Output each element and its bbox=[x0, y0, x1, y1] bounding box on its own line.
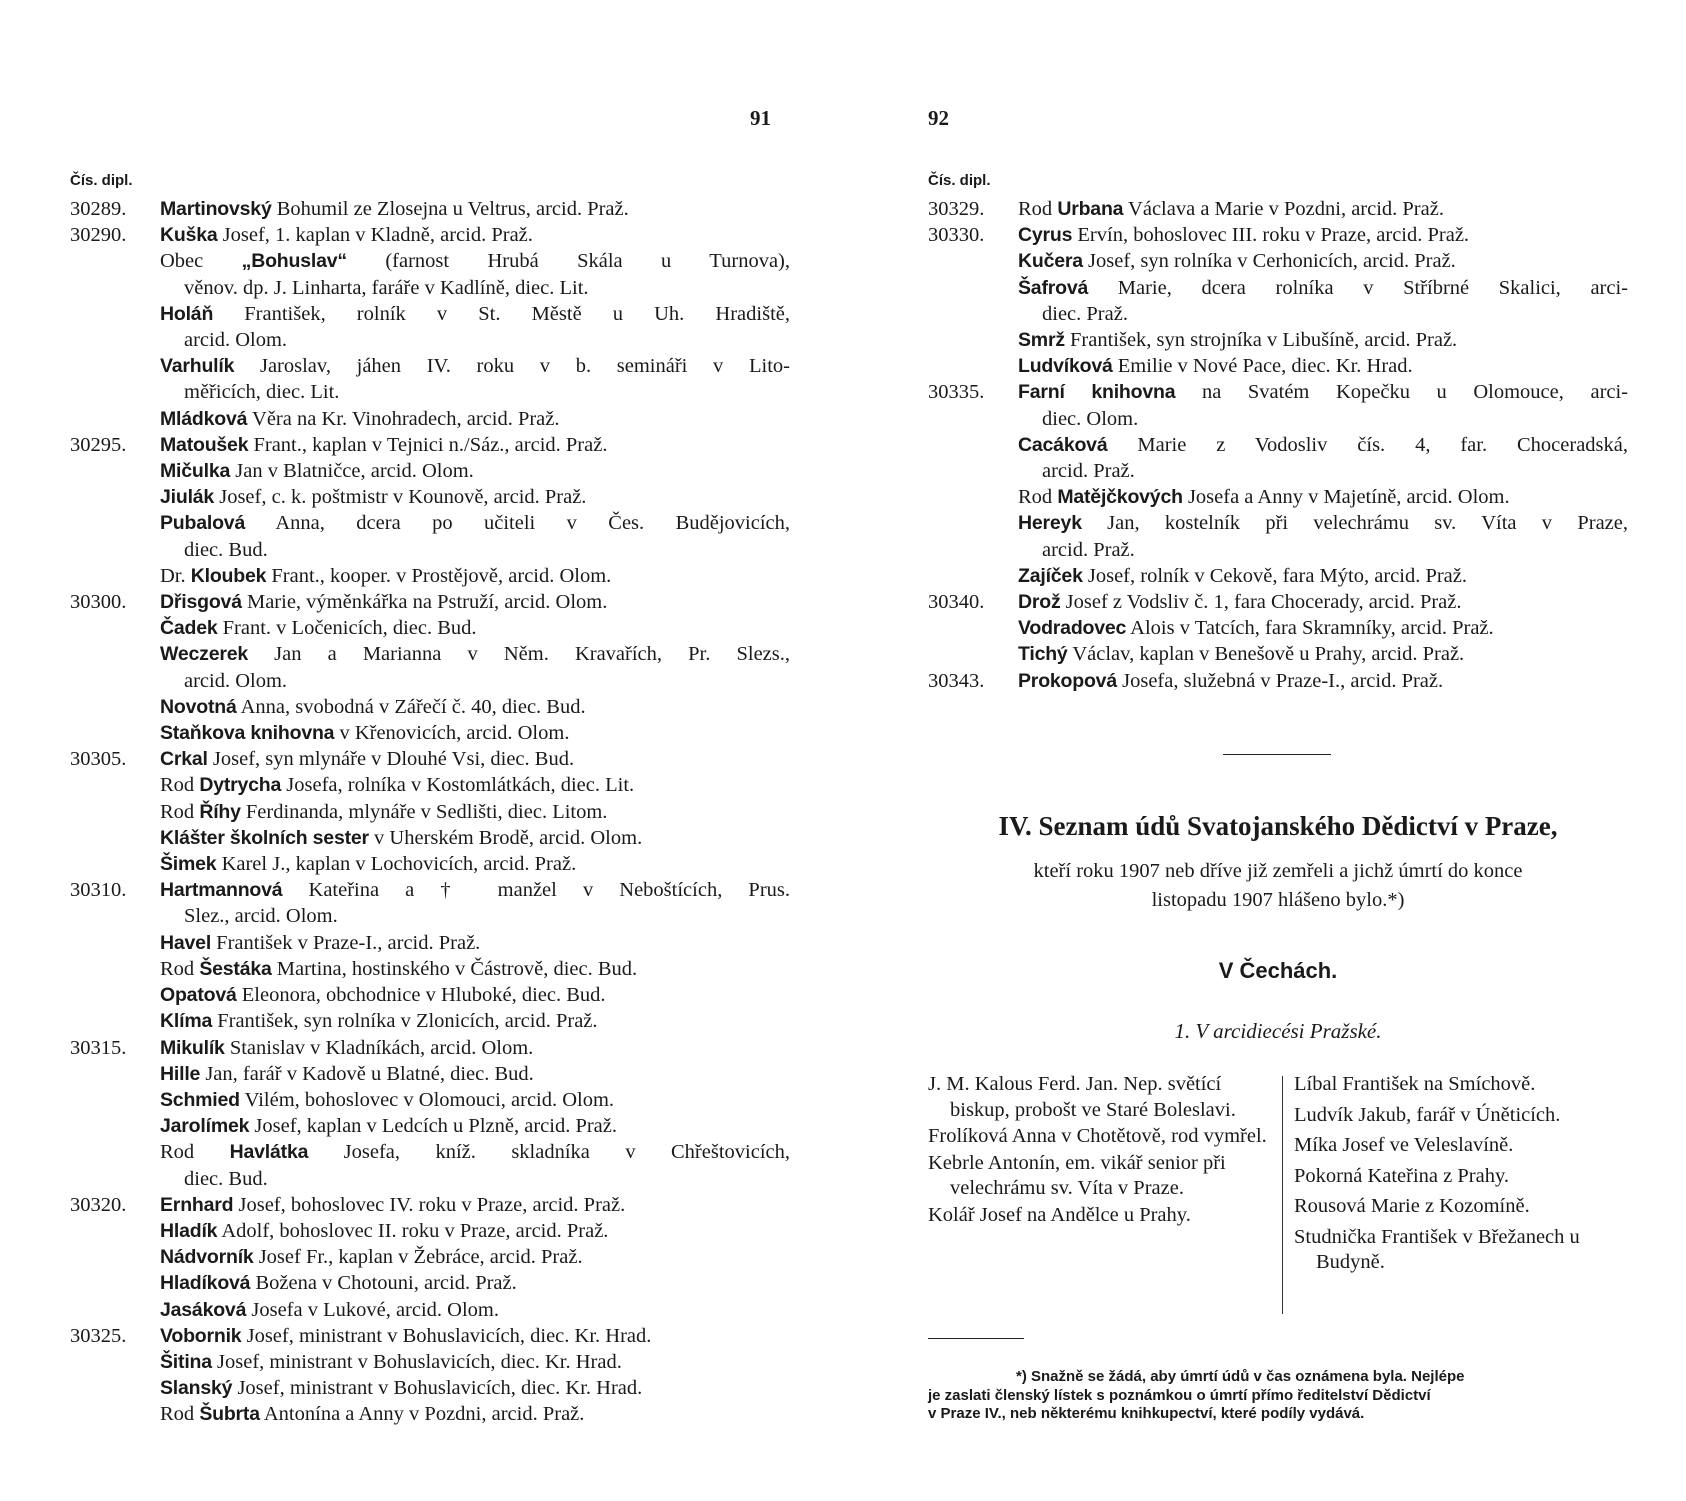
entry-line bbox=[160, 694, 790, 720]
entry-text: Rod bbox=[1018, 198, 1058, 220]
register-entry bbox=[70, 1244, 790, 1270]
entry-number: 30310. bbox=[70, 879, 127, 902]
member-name: Cacáková bbox=[1018, 433, 1108, 456]
entry-number: 30320. bbox=[70, 1193, 127, 1216]
entry-text: Jan, kostelník při velechrámu sv. Víta v Praze, bbox=[1081, 512, 1628, 535]
entry-line bbox=[160, 1113, 790, 1139]
register-entry bbox=[70, 353, 790, 405]
member-name: Hladíková bbox=[160, 1272, 251, 1295]
member-name: Šestáka bbox=[199, 957, 272, 980]
register-entry bbox=[70, 1218, 790, 1244]
entry-text: Josef z Vodsliv č. 1, fara Chocerady, arcid. Praž. bbox=[1060, 591, 1462, 614]
member-name: Kuška bbox=[160, 224, 218, 247]
member-name: Klášter školních sester bbox=[160, 826, 369, 849]
entry-text: Rod bbox=[160, 774, 200, 797]
register-entry bbox=[928, 248, 1628, 274]
deceased-entry: Pokorná Kateřina z Prahy. bbox=[1294, 1164, 1509, 1187]
entry-text: diec. Olom. bbox=[1042, 407, 1139, 430]
section-divider bbox=[1223, 754, 1331, 755]
entry-text: Eleonora, obchodnice v Hluboké, diec. Bud. bbox=[236, 984, 606, 1007]
member-name: Vobornik bbox=[160, 1324, 242, 1347]
subheading-line: kteří roku 1907 neb dříve již zemřeli a jichž úmrtí do konce bbox=[1033, 860, 1523, 882]
entry-number: 30330. bbox=[928, 224, 985, 247]
entry-line bbox=[160, 458, 790, 484]
entry-text: František v Praze-I., arcid. Praž. bbox=[211, 931, 481, 954]
entry-line bbox=[160, 484, 790, 510]
entry-line bbox=[160, 825, 790, 851]
register-entry bbox=[928, 222, 1628, 248]
entry-line bbox=[160, 301, 790, 327]
member-name: Mičulka bbox=[160, 460, 231, 483]
entry-text: Josef, syn mlynáře v Dlouhé Vsi, diec. Bud. bbox=[207, 748, 575, 771]
member-name: Jasáková bbox=[160, 1298, 247, 1321]
member-name: Prokopová bbox=[1018, 669, 1117, 692]
entry-line bbox=[160, 720, 790, 746]
entry-number: 30300. bbox=[70, 591, 127, 614]
footnote bbox=[928, 1368, 1628, 1424]
entry-text: v Křenovicích, arcid. Olom. bbox=[334, 722, 570, 745]
member-name: Klíma bbox=[160, 1010, 213, 1033]
register-entry bbox=[70, 458, 790, 484]
member-name: Novotná bbox=[160, 695, 237, 718]
member-name: Opatová bbox=[160, 984, 237, 1007]
register-entry bbox=[928, 353, 1628, 379]
entry-number: 30295. bbox=[70, 433, 127, 456]
member-name: Hille bbox=[160, 1062, 201, 1085]
entry-text: Rod bbox=[1018, 486, 1058, 509]
member-name: Kučera bbox=[1018, 250, 1083, 273]
member-name: Ernhard bbox=[160, 1193, 234, 1216]
entry-text: František, syn strojníka v Libušíně, arcid. Praž. bbox=[1064, 329, 1458, 352]
member-name: Mládková bbox=[160, 407, 248, 430]
register-entry bbox=[70, 1270, 790, 1296]
register-entry bbox=[928, 641, 1628, 667]
member-name: Mikulík bbox=[160, 1036, 225, 1059]
entry-line bbox=[160, 799, 790, 825]
register-entry bbox=[70, 406, 790, 432]
entry-text: v Uherském Brodě, arcid. Olom. bbox=[368, 826, 643, 849]
entry-text: arcid. Olom. bbox=[184, 669, 288, 692]
entry-line bbox=[1018, 615, 1628, 641]
register-entry bbox=[70, 1375, 790, 1401]
entry-line bbox=[160, 1401, 790, 1427]
deceased-entry: Kebrle Antonín, em. vikář senior při velechrámu sv. Víta v Praze. bbox=[928, 1151, 1226, 1199]
entry-line bbox=[160, 1139, 790, 1165]
entry-line bbox=[1018, 406, 1628, 432]
entry-text: Frant., kaplan v Tejnici n./Sáz., arcid. Praž. bbox=[248, 433, 608, 456]
entry-line bbox=[160, 668, 790, 694]
member-name: Urbana bbox=[1057, 198, 1124, 220]
entry-text: Josefa, služebná v Praze-I., arcid. Praž. bbox=[1116, 669, 1444, 692]
register-entry bbox=[70, 222, 790, 248]
entry-text: Rod bbox=[160, 1141, 230, 1164]
entry-line bbox=[160, 1035, 790, 1061]
member-name: Pubalová bbox=[160, 512, 246, 535]
entry-text: Václav, kaplan v Benešově u Prahy, arcid. Praž. bbox=[1067, 643, 1465, 666]
register-entry bbox=[70, 930, 790, 956]
entry-line bbox=[160, 903, 790, 929]
entry-text: Josef, ministrant v Bohuslavicích, diec. Kr. Hrad. bbox=[211, 1350, 622, 1373]
entry-text: Emilie v Nové Pace, diec. Kr. Hrad. bbox=[1112, 355, 1413, 378]
entry-number: 30305. bbox=[70, 748, 127, 771]
entry-text: Josef Fr., kaplan v Žebráce, arcid. Praž. bbox=[253, 1246, 583, 1269]
register-entry bbox=[70, 746, 790, 772]
entry-line bbox=[160, 1297, 790, 1323]
member-name: Jiulák bbox=[160, 486, 215, 509]
entry-text: Vilém, bohoslovec v Olomouci, arcid. Olom. bbox=[239, 1088, 615, 1111]
entry-line bbox=[1018, 668, 1628, 694]
member-name: Šubrta bbox=[199, 1403, 260, 1426]
entry-text: Anna, svobodná v Zářečí č. 40, diec. Bud. bbox=[236, 695, 586, 718]
entry-text: Jan v Blatničce, arcid. Olom. bbox=[230, 460, 474, 483]
entry-line bbox=[160, 1192, 790, 1218]
entry-text: Jan a Marianna v Něm. Kravařích, Pr. Slezs., bbox=[248, 643, 790, 666]
member-name: Zajíček bbox=[1018, 564, 1083, 587]
entry-line bbox=[1018, 327, 1628, 353]
page-number: 92 bbox=[928, 106, 949, 130]
entry-text: Ervín, bohoslovec III. roku v Praze, arcid. Praž. bbox=[1072, 224, 1470, 247]
member-name: Crkal bbox=[160, 748, 208, 771]
region-heading: V Čechách. bbox=[1218, 958, 1338, 983]
entry-text: Antonína a Anny v Pozdni, arcid. Praž. bbox=[259, 1403, 585, 1426]
entry-line bbox=[160, 275, 790, 301]
column-divider bbox=[1282, 1076, 1283, 1314]
footnote-line: je zaslati členský lístek s poznámkou o úmrtí přímo ředitelství Dědictví bbox=[928, 1386, 1431, 1404]
entry-text: Bohumil ze Zlosejna u Veltrus, arcid. Praž. bbox=[271, 198, 629, 220]
register-entry bbox=[70, 248, 790, 300]
entry-text: Slez., arcid. Olom. bbox=[184, 905, 338, 928]
member-name: Dřisgová bbox=[160, 591, 242, 614]
register-entry bbox=[928, 589, 1628, 615]
member-name: Varhulík bbox=[160, 355, 235, 378]
member-name: Matějčkových bbox=[1057, 486, 1183, 509]
entry-text: Frant. v Ločenicích, diec. Bud. bbox=[217, 617, 477, 640]
member-name: Kloubek bbox=[190, 564, 267, 587]
member-name: Hladík bbox=[160, 1219, 218, 1242]
register-entry bbox=[70, 615, 790, 641]
entry-line bbox=[160, 956, 790, 982]
entry-text: Ferdinanda, mlynáře v Sedlišti, diec. Litom. bbox=[240, 800, 608, 823]
register-entry bbox=[928, 275, 1628, 327]
register-entry bbox=[70, 1035, 790, 1061]
register-entry bbox=[928, 196, 1628, 222]
subheading-line: listopadu 1907 hlášeno bylo.*) bbox=[1151, 889, 1405, 911]
register-entry bbox=[70, 510, 790, 562]
entry-line bbox=[160, 379, 790, 405]
entry-text: Josefa, rolníka v Kostomlátkách, diec. Lit. bbox=[281, 774, 635, 797]
member-name: Čadek bbox=[160, 617, 218, 640]
entry-text: Jaroslav, jáhen IV. roku v b. semináři v Lito- bbox=[234, 355, 790, 378]
entry-line bbox=[160, 851, 790, 877]
entry-line bbox=[160, 537, 790, 563]
diocese-heading: 1. V arcidiecési Pražské. bbox=[1174, 1019, 1382, 1043]
entry-line bbox=[160, 772, 790, 798]
deceased-entry: J. M. Kalous Ferd. Jan. Nep. světící biskup, probošt ve Staré Boleslavi. bbox=[928, 1073, 1236, 1121]
member-name: Šafrová bbox=[1018, 276, 1089, 299]
entry-text: diec. Bud. bbox=[184, 538, 268, 561]
entry-text: Josef, rolník v Cekově, fara Mýto, arcid. Praž. bbox=[1082, 564, 1467, 587]
entry-text: Josefa v Lukové, arcid. Olom. bbox=[246, 1298, 500, 1321]
register-entry bbox=[928, 510, 1628, 562]
member-name: Weczerek bbox=[160, 643, 249, 666]
deceased-entry: Studnička František v Břežanech u Budyně. bbox=[1294, 1225, 1580, 1273]
entry-line bbox=[1018, 510, 1628, 536]
entry-line bbox=[160, 877, 790, 903]
member-name: Staňkova knihovna bbox=[160, 722, 335, 745]
entry-text: Josef, kaplan v Ledcích u Plzně, arcid. Praž. bbox=[249, 1115, 617, 1138]
footnote-line: *) Snažně se žádá, aby úmrtí údů v čas oznámena byla. Nejlépe bbox=[1016, 1368, 1465, 1385]
entry-number: 30315. bbox=[70, 1036, 127, 1059]
entry-text: Martina, hostinského v Částrově, diec. Bud. bbox=[271, 957, 638, 980]
entry-text: Božena v Chotouni, arcid. Praž. bbox=[250, 1272, 517, 1295]
entry-line bbox=[160, 248, 790, 274]
entry-text: Josef, 1. kaplan v Kladně, arcid. Praž. bbox=[217, 224, 533, 247]
entry-number: 30340. bbox=[928, 591, 985, 614]
entry-text: Kateřina a † manžel v Neboštících, Prus. bbox=[282, 879, 790, 902]
register-entry bbox=[70, 432, 790, 458]
register-entry bbox=[70, 589, 790, 615]
entry-text: měřicích, diec. Lit. bbox=[184, 381, 340, 404]
register-entry bbox=[70, 196, 790, 222]
member-name: Jarolímek bbox=[160, 1115, 250, 1138]
entry-text: Karel J., kaplan v Lochovicích, arcid. Praž. bbox=[216, 853, 577, 876]
register-entry bbox=[70, 563, 790, 589]
member-name: Farní knihovna bbox=[1018, 381, 1176, 404]
entry-text: Josef, c. k. poštmistr v Kounově, arcid. Praž. bbox=[214, 486, 587, 509]
register-entry bbox=[928, 327, 1628, 353]
entry-line bbox=[160, 746, 790, 772]
register-entry bbox=[70, 877, 790, 929]
member-name: Hereyk bbox=[1018, 512, 1082, 535]
footnote-line: v Praze IV., neb některému knihkupectví, které podíly vydává. bbox=[928, 1405, 1365, 1422]
entry-number: 30290. bbox=[70, 224, 127, 247]
entry-text: Anna, dcera po učiteli v Čes. Budějovicích, bbox=[245, 512, 790, 535]
entry-line bbox=[160, 1270, 790, 1296]
entry-text: František, syn rolníka v Zlonicích, arcid. Praž. bbox=[212, 1010, 598, 1033]
entry-line bbox=[160, 222, 790, 248]
entry-text: Josef, ministrant v Bohuslavicích, diec. Kr. Hrad. bbox=[241, 1324, 652, 1347]
entry-text: Adolf, bohoslovec II. roku v Praze, arcid. Praž. bbox=[217, 1219, 609, 1242]
register-entry bbox=[928, 668, 1628, 694]
register-entry bbox=[70, 301, 790, 353]
entry-line bbox=[160, 1375, 790, 1401]
member-name: Matoušek bbox=[160, 433, 249, 456]
member-name: Nádvorník bbox=[160, 1246, 254, 1269]
entry-text: (farnost Hrubá Skála u Turnova), bbox=[346, 250, 790, 273]
entry-line bbox=[160, 641, 790, 667]
entry-line bbox=[160, 1061, 790, 1087]
member-name: Ludvíková bbox=[1018, 355, 1113, 378]
entry-line bbox=[160, 930, 790, 956]
entry-text: Josefa, kníž. skladníka v Chřeštovicích, bbox=[308, 1141, 790, 1164]
entry-line bbox=[1018, 301, 1628, 327]
entry-text: Jan, farář v Kadově u Blatné, diec. Bud. bbox=[200, 1062, 534, 1085]
entry-line bbox=[160, 1244, 790, 1270]
member-name: Schmied bbox=[160, 1088, 240, 1111]
register-entry bbox=[70, 799, 790, 825]
member-name: Drož bbox=[1018, 591, 1061, 614]
register-entry bbox=[70, 1297, 790, 1323]
entry-line bbox=[160, 353, 790, 379]
member-name: Tichý bbox=[1018, 643, 1068, 666]
entry-line bbox=[160, 589, 790, 615]
member-name: Havlátka bbox=[229, 1141, 309, 1164]
register-entry bbox=[70, 1139, 790, 1191]
column-label: Čís. dipl. bbox=[70, 172, 133, 189]
register-entry bbox=[70, 851, 790, 877]
entry-text: Věra na Kr. Vinohradech, arcid. Praž. bbox=[247, 407, 560, 430]
entry-line bbox=[1018, 222, 1628, 248]
entry-number: 30335. bbox=[928, 381, 985, 404]
member-name: Hartmannová bbox=[160, 879, 283, 902]
entry-text: Josef, ministrant v Bohuslavicích, diec. Kr. Hrad. bbox=[232, 1377, 643, 1400]
entry-text: Josefa a Anny v Majetíně, arcid. Olom. bbox=[1182, 486, 1510, 509]
entry-line bbox=[160, 327, 790, 353]
entry-line bbox=[160, 406, 790, 432]
entry-text: na Svatém Kopečku u Olomouce, arci- bbox=[1175, 381, 1629, 404]
column-label: Čís. dipl. bbox=[928, 172, 991, 189]
entry-text: Josef, bohoslovec IV. roku v Praze, arcid. Praž. bbox=[233, 1193, 626, 1216]
register-entry bbox=[70, 956, 790, 982]
register-entry bbox=[70, 982, 790, 1008]
entry-text: arcid. Praž. bbox=[1042, 460, 1135, 483]
entry-text: Frant., kooper. v Prostějově, arcid. Olom. bbox=[266, 564, 612, 587]
entry-text: Dr. bbox=[160, 564, 191, 587]
entry-number: 30329. bbox=[928, 198, 985, 220]
register-entry bbox=[928, 563, 1628, 589]
entry-text: Stanislav v Kladníkách, arcid. Olom. bbox=[224, 1036, 534, 1059]
entry-line bbox=[160, 563, 790, 589]
register-entry bbox=[70, 1087, 790, 1113]
register-entry bbox=[70, 720, 790, 746]
member-name: Dytrycha bbox=[199, 774, 282, 797]
register-entry bbox=[70, 484, 790, 510]
entry-text: Rod bbox=[160, 800, 200, 823]
register-entry bbox=[928, 379, 1628, 431]
deceased-entry: Frolíková Anna v Chotětově, rod vymřel. bbox=[928, 1125, 1267, 1147]
entry-line bbox=[160, 982, 790, 1008]
entry-text: Alois v Tatcích, fara Skramníky, arcid. Praž. bbox=[1126, 617, 1494, 640]
entry-text: diec. Bud. bbox=[184, 1167, 268, 1190]
member-name: Smrž bbox=[1018, 329, 1065, 352]
entry-text: Obec bbox=[160, 250, 242, 273]
register-entry bbox=[928, 432, 1628, 484]
entry-line bbox=[160, 1323, 790, 1349]
entry-text: Václava a Marie v Pozdni, arcid. Praž. bbox=[1123, 198, 1444, 220]
deceased-entry: Kolář Josef na Andělce u Prahy. bbox=[928, 1203, 1191, 1226]
member-name: Říhy bbox=[199, 800, 241, 823]
register-entry bbox=[70, 825, 790, 851]
entry-number: 30325. bbox=[70, 1324, 127, 1347]
register-entry bbox=[70, 1401, 790, 1427]
register-entry bbox=[70, 1061, 790, 1087]
entry-line bbox=[1018, 275, 1628, 301]
register-entry bbox=[70, 1113, 790, 1139]
entry-list bbox=[928, 196, 1628, 694]
entry-number: 30289. bbox=[70, 198, 127, 220]
deceased-list-left bbox=[928, 1072, 1268, 1229]
entry-line bbox=[1018, 589, 1628, 615]
member-name: „Bohuslav“ bbox=[241, 250, 347, 273]
member-name: Martinovský bbox=[160, 198, 272, 220]
entry-line bbox=[1018, 458, 1628, 484]
entry-text: Marie z Vodosliv čís. 4, far. Choceradská, bbox=[1107, 433, 1628, 456]
footnote-rule bbox=[928, 1338, 1024, 1339]
entry-text: František, rolník v St. Městě u Uh. Hradiště, bbox=[213, 302, 790, 325]
entry-text: arcid. Olom. bbox=[184, 329, 288, 352]
deceased-list-right bbox=[1294, 1072, 1628, 1281]
member-name: Holáň bbox=[160, 302, 214, 325]
entry-line bbox=[1018, 563, 1628, 589]
member-name: Šimek bbox=[160, 853, 217, 876]
register-entry bbox=[70, 772, 790, 798]
page-number: 91 bbox=[750, 106, 771, 130]
member-name: Havel bbox=[160, 931, 212, 954]
deceased-entry: Míka Josef ve Veleslavíně. bbox=[1294, 1134, 1514, 1156]
entry-list bbox=[70, 196, 790, 1428]
entry-line bbox=[1018, 353, 1628, 379]
entry-line bbox=[160, 615, 790, 641]
entry-line bbox=[160, 1349, 790, 1375]
entry-text: věnov. dp. J. Linharta, faráře v Kadlíně, diec. Lit. bbox=[184, 276, 589, 299]
entry-text: diec. Praž. bbox=[1042, 302, 1128, 325]
entry-line bbox=[1018, 379, 1628, 405]
entry-line bbox=[160, 1166, 790, 1192]
register-entry bbox=[70, 1192, 790, 1218]
deceased-entry: Ludvík Jakub, farář v Úněticích. bbox=[1294, 1103, 1561, 1126]
member-name: Šitina bbox=[160, 1350, 212, 1373]
deceased-entry: Rousová Marie z Kozomíně. bbox=[1294, 1195, 1530, 1217]
entry-text: Marie, dcera rolníka v Stříbrné Skalici, arci- bbox=[1088, 276, 1628, 299]
entry-text: Rod bbox=[160, 1403, 200, 1426]
register-entry bbox=[70, 1323, 790, 1349]
register-entry bbox=[70, 1008, 790, 1034]
entry-text: Marie, výměnkářka na Pstruží, arcid. Olom. bbox=[241, 591, 608, 614]
entry-line bbox=[160, 196, 790, 222]
member-name: Slanský bbox=[160, 1377, 233, 1400]
entry-text: Rod bbox=[160, 957, 200, 980]
entry-text: Josef, syn rolníka v Cerhonicích, arcid. Praž. bbox=[1082, 250, 1456, 273]
entry-line bbox=[160, 1087, 790, 1113]
entry-line bbox=[1018, 432, 1628, 458]
entry-line bbox=[160, 1218, 790, 1244]
entry-line bbox=[160, 432, 790, 458]
member-name: Vodradovec bbox=[1018, 617, 1127, 640]
register-entry bbox=[70, 1349, 790, 1375]
entry-line bbox=[1018, 641, 1628, 667]
register-entry bbox=[928, 615, 1628, 641]
entry-line bbox=[160, 1008, 790, 1034]
entry-line bbox=[1018, 484, 1628, 510]
entry-line bbox=[1018, 537, 1628, 563]
section-heading: IV. Seznam údů Svatojanského Dědictví v Praze, bbox=[998, 811, 1558, 841]
entry-number: 30343. bbox=[928, 669, 985, 692]
member-name: Cyrus bbox=[1018, 224, 1073, 247]
section-subheading bbox=[928, 857, 1628, 915]
entry-line bbox=[1018, 248, 1628, 274]
entry-line bbox=[1018, 196, 1628, 222]
deceased-entry: Líbal František na Smíchově. bbox=[1294, 1073, 1536, 1095]
register-entry bbox=[70, 694, 790, 720]
entry-line bbox=[160, 510, 790, 536]
register-entry bbox=[928, 484, 1628, 510]
register-entry bbox=[70, 641, 790, 693]
entry-text: arcid. Praž. bbox=[1042, 538, 1135, 561]
